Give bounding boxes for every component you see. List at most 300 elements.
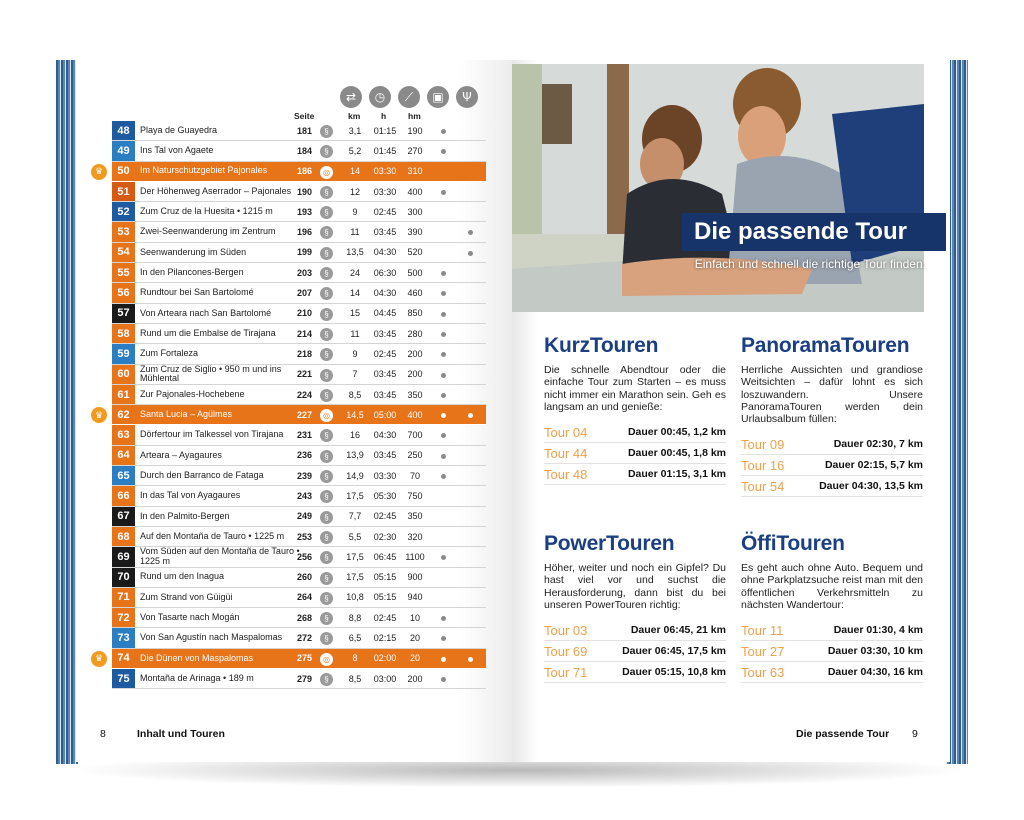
tour-duration: 03:45	[373, 450, 397, 461]
tour-title: Playa de Guayedra	[140, 124, 218, 135]
tour-distance: 8,5	[348, 673, 362, 684]
section-title: PowerTouren	[544, 532, 675, 555]
tour-number-badge: 54	[112, 243, 135, 262]
table-row[interactable]	[112, 425, 486, 445]
tour-number-badge: 70	[112, 568, 135, 587]
tour-number-badge: 48	[112, 121, 135, 140]
tour-title: Der Höhenweg Aserrador – Pajonales	[140, 185, 292, 196]
tour-link[interactable]: Tour 54	[741, 479, 785, 495]
tour-duration: 03:30	[373, 470, 397, 481]
tour-duration: 04:30	[373, 430, 397, 441]
bus-dot	[441, 332, 446, 337]
section-text: Herrliche Aussichten und grandiose Weitsichten – dafür lohnt es sich loszuwandern. Unsere PanoramaTouren werden dein Urlaubsalbum füllen:	[741, 364, 923, 426]
difficulty-icon: §	[320, 206, 333, 219]
section-panoramatouren	[741, 334, 923, 497]
bus-dot	[441, 271, 446, 276]
section-title: KurzTouren	[544, 334, 659, 357]
tour-title: Rund um die Embalse de Tirajana	[140, 327, 276, 338]
tour-duration: 05:15	[373, 592, 397, 603]
banner-title: Die passende Tour	[682, 213, 946, 251]
difficulty-icon: §	[320, 490, 333, 503]
table-row[interactable]	[112, 324, 486, 344]
tour-duration: Dauer 06:45, 17,5 km	[622, 645, 726, 658]
tour-title: Zur Pajonales-Hochebene	[140, 388, 245, 399]
table-row[interactable]	[112, 588, 486, 608]
tour-page: 186	[296, 166, 312, 177]
table-row[interactable]	[112, 507, 486, 527]
tour-title: Santa Lucia – Agülmes	[140, 409, 233, 420]
tour-row	[741, 662, 923, 683]
difficulty-icon: §	[320, 572, 333, 585]
tour-title: Von Arteara nach San Bartolomé	[140, 307, 272, 318]
tour-duration: 03:30	[373, 166, 397, 177]
difficulty-icon: §	[320, 287, 333, 300]
tour-page: 214	[296, 328, 312, 339]
left-footer-title: Inhalt und Touren	[137, 728, 225, 740]
tour-duration: 03:45	[373, 328, 397, 339]
tour-page: 239	[296, 470, 312, 481]
table-row[interactable]	[94, 162, 486, 182]
tour-title: Zwei-Seenwanderung im Zentrum	[140, 226, 276, 237]
difficulty-icon: §	[320, 186, 333, 199]
tour-elevation: 940	[407, 592, 423, 603]
restaurant-dot	[468, 413, 473, 418]
tour-page: 207	[296, 288, 312, 299]
table-row[interactable]	[94, 649, 486, 669]
difficulty-icon: §	[320, 267, 333, 280]
tour-page: 260	[296, 572, 312, 583]
table-row[interactable]	[112, 202, 486, 222]
tour-number-badge: 71	[112, 588, 135, 607]
bus-dot	[441, 474, 446, 479]
tour-elevation: 320	[407, 531, 423, 542]
bus-icon: ▣	[427, 86, 449, 108]
tour-number-badge: 64	[112, 446, 135, 465]
bus-dot	[441, 393, 446, 398]
difficulty-icon: §	[320, 531, 333, 544]
table-row[interactable]	[112, 141, 486, 161]
table-row[interactable]	[112, 527, 486, 547]
difficulty-icon: §	[320, 429, 333, 442]
tour-number-badge: 51	[112, 182, 135, 201]
tour-page: 249	[296, 511, 312, 522]
tour-duration: Dauer 01:15, 3,1 km	[627, 468, 726, 481]
tour-number-badge: 57	[112, 304, 135, 323]
tour-duration: 04:45	[373, 308, 397, 319]
bus-dot	[441, 433, 446, 438]
table-row[interactable]	[112, 466, 486, 486]
tour-link[interactable]: Tour 04	[544, 425, 588, 441]
tour-duration: 02:45	[373, 511, 397, 522]
table-row[interactable]	[112, 243, 486, 263]
difficulty-icon: ◎	[320, 409, 333, 422]
table-row[interactable]	[112, 344, 486, 364]
tour-row	[544, 620, 726, 641]
tour-link[interactable]: Tour 44	[544, 446, 588, 462]
tour-link[interactable]: Tour 48	[544, 467, 588, 483]
tour-row	[741, 434, 923, 455]
tour-page: 272	[296, 633, 312, 644]
tour-distance: 17,5	[346, 551, 364, 562]
tour-row	[741, 455, 923, 476]
slope-icon: ⟋	[398, 86, 420, 108]
tour-duration: 02:45	[373, 206, 397, 217]
bus-dot	[441, 129, 446, 134]
tour-title: Von Tasarte nach Mogán	[140, 612, 240, 623]
tour-distance: 14	[349, 166, 360, 177]
tour-elevation: 350	[407, 511, 423, 522]
tour-page: 199	[296, 247, 312, 258]
difficulty-icon: ◎	[320, 166, 333, 179]
signpost-icon: ⇄	[340, 86, 362, 108]
tour-number-badge: 65	[112, 466, 135, 485]
difficulty-icon: §	[320, 226, 333, 239]
tour-elevation: 200	[407, 673, 423, 684]
tour-number-badge: 59	[112, 344, 135, 363]
tour-row	[544, 662, 726, 683]
right-footer-title: Die passende Tour	[796, 728, 890, 740]
tour-title: Zum Strand von Güigüi	[140, 591, 233, 602]
tour-elevation: 460	[407, 288, 423, 299]
tour-elevation: 280	[407, 328, 423, 339]
restaurant-icon: Ψ	[456, 86, 478, 108]
difficulty-icon: §	[320, 450, 333, 463]
tour-page: 236	[296, 450, 312, 461]
tour-row	[741, 620, 923, 641]
tour-row	[741, 476, 923, 497]
tour-duration: 02:00	[373, 653, 397, 664]
tour-duration: Dauer 04:30, 13,5 km	[819, 480, 923, 493]
tour-duration: Dauer 01:30, 4 km	[833, 624, 923, 637]
tour-page: 227	[296, 409, 312, 420]
tour-distance: 12	[349, 186, 360, 197]
bus-dot	[441, 636, 446, 641]
bus-dot	[441, 454, 446, 459]
tour-elevation: 400	[407, 186, 423, 197]
tour-page: 221	[296, 369, 312, 380]
crown-icon: ♛	[91, 651, 107, 667]
tour-distance: 9	[352, 348, 358, 359]
bus-dot	[441, 657, 446, 662]
tour-duration: 02:45	[373, 612, 397, 623]
tour-duration: 03:45	[373, 389, 397, 400]
tour-distance: 7	[352, 369, 358, 380]
tour-title: Rund um den Inagua	[140, 571, 225, 582]
tour-duration: Dauer 00:45, 1,2 km	[627, 426, 726, 439]
tour-number-badge: 62	[117, 408, 130, 421]
tour-elevation: 1100	[405, 551, 425, 562]
crown-icon: ♛	[91, 164, 107, 180]
tour-distance: 13,5	[346, 247, 364, 258]
tour-number-badge: 73	[112, 628, 135, 647]
tour-elevation: 20	[409, 633, 420, 644]
tour-elevation: 850	[407, 308, 423, 319]
table-row[interactable]	[112, 222, 486, 242]
tour-distance: 6,5	[348, 633, 362, 644]
tour-title: In das Tal von Ayagaures	[140, 490, 241, 501]
tour-duration: 04:30	[373, 247, 397, 258]
restaurant-dot	[468, 230, 473, 235]
table-row[interactable]	[112, 385, 486, 405]
right-footer-page-number: 9	[912, 728, 918, 740]
section-oeffitouren	[741, 532, 923, 683]
tour-distance: 14,9	[346, 470, 364, 481]
tour-distance: 9	[352, 206, 358, 217]
tour-distance: 17,5	[346, 490, 364, 501]
tour-link[interactable]: Tour 71	[544, 665, 588, 681]
tour-page: 181	[296, 125, 312, 136]
table-row[interactable]	[112, 628, 486, 648]
book-edge-left	[56, 60, 78, 764]
tour-table	[94, 121, 486, 689]
tour-duration: 05:30	[373, 490, 397, 501]
tour-elevation: 500	[407, 267, 423, 278]
tour-duration: 01:15	[373, 125, 397, 136]
tour-title: Zum Fortaleza	[140, 348, 199, 359]
tour-number-badge: 66	[112, 486, 135, 505]
tour-row	[544, 422, 726, 443]
tour-number-badge: 74	[117, 652, 130, 665]
table-row[interactable]	[112, 486, 486, 506]
tour-duration: 05:00	[373, 409, 397, 420]
tour-title: Seenwanderung im Süden	[140, 246, 247, 257]
tour-distance: 11	[350, 328, 360, 339]
tour-elevation: 10	[409, 612, 420, 623]
tour-distance: 15	[349, 308, 360, 319]
tour-number-badge: 52	[112, 202, 135, 221]
tour-page: 203	[296, 267, 312, 278]
tour-elevation: 200	[407, 348, 423, 359]
tour-elevation: 400	[407, 409, 423, 420]
tour-title: In den Palmito-Bergen	[140, 510, 230, 521]
tour-title: Dörfertour im Talkessel von Tirajana	[140, 429, 284, 440]
table-row[interactable]	[112, 182, 486, 202]
tour-elevation: 390	[407, 227, 423, 238]
col-header-km: km	[348, 111, 361, 121]
header-icons	[340, 86, 478, 108]
tour-duration: 05:15	[373, 572, 397, 583]
tour-duration: 02:30	[373, 531, 397, 542]
difficulty-icon: §	[320, 612, 333, 625]
tour-link[interactable]: Tour 03	[544, 623, 588, 639]
tour-duration: 03:30	[373, 186, 397, 197]
tour-number-badge: 58	[112, 324, 135, 343]
crown-icon: ♛	[91, 407, 107, 423]
bus-dot	[441, 677, 446, 682]
tour-duration: 01:45	[373, 145, 397, 156]
difficulty-icon: §	[320, 125, 333, 138]
bus-dot	[441, 291, 446, 296]
tour-duration: 02:45	[373, 348, 397, 359]
tour-distance: 11	[350, 227, 360, 238]
tour-number-badge: 63	[112, 425, 135, 444]
tour-distance: 14,5	[346, 409, 364, 420]
tour-elevation: 300	[407, 206, 423, 217]
table-row[interactable]	[94, 405, 486, 425]
tour-duration: 03:45	[373, 227, 397, 238]
tour-number-badge: 60	[112, 365, 135, 384]
tour-link[interactable]: Tour 69	[544, 644, 588, 660]
tour-duration: Dauer 06:45, 21 km	[630, 624, 726, 637]
tour-distance: 8,8	[348, 612, 362, 623]
tour-page: 253	[296, 531, 312, 542]
tour-distance: 5,2	[348, 145, 362, 156]
difficulty-icon: §	[320, 389, 333, 402]
tour-number-badge: 49	[112, 141, 135, 160]
tour-distance: 8	[352, 653, 358, 664]
section-text: Es geht auch ohne Auto. Bequem und ohne Parkplatzsuche reist man mit den öffentlichen Verkehrsmitteln zu nächsten Wandertour:	[741, 562, 923, 611]
table-row[interactable]	[112, 121, 486, 141]
tour-title: Ins Tal von Agaete	[140, 145, 214, 156]
table-row[interactable]	[112, 365, 486, 385]
tour-page: 196	[296, 227, 312, 238]
tour-link[interactable]: Tour 09	[741, 437, 785, 453]
tour-number-badge: 53	[112, 222, 135, 241]
tour-distance: 13,9	[346, 450, 364, 461]
difficulty-icon: §	[320, 592, 333, 605]
tour-duration: 03:00	[373, 673, 397, 684]
tour-page: 268	[296, 612, 312, 623]
banner-subtitle: Einfach und schnell die richtige Tour finden.	[694, 257, 926, 271]
table-row[interactable]	[112, 608, 486, 628]
difficulty-icon: §	[320, 308, 333, 321]
tour-page: 210	[296, 308, 312, 319]
tour-distance: 14	[349, 288, 360, 299]
tour-distance: 7,7	[348, 511, 362, 522]
section-text: Die schnelle Abendtour oder die einfache Tour zum Starten – es muss nicht immer ein Marathon sein. Geh es langsam an und genieße:	[544, 364, 726, 413]
tour-title: Auf den Montaña de Tauro • 1225 m	[140, 530, 285, 541]
difficulty-icon: ◎	[320, 653, 333, 666]
table-row[interactable]	[112, 669, 486, 689]
tour-elevation: 200	[407, 369, 423, 380]
tour-number-badge: 75	[112, 669, 135, 688]
bus-dot	[441, 190, 446, 195]
tour-link[interactable]: Tour 27	[741, 644, 785, 660]
tour-elevation: 190	[407, 125, 423, 136]
difficulty-icon: §	[320, 511, 333, 524]
bus-dot	[441, 312, 446, 317]
section-title: PanoramaTouren	[741, 334, 910, 357]
tour-distance: 17,5	[346, 572, 364, 583]
tour-title: Zum Cruz de la Huesita • 1215 m	[140, 206, 273, 217]
hikers-photo	[512, 64, 924, 312]
tour-elevation: 350	[407, 389, 423, 400]
tour-duration: Dauer 03:30, 10 km	[827, 645, 923, 658]
difficulty-icon: §	[320, 369, 333, 382]
tour-elevation: 250	[407, 450, 423, 461]
table-row[interactable]	[112, 446, 486, 466]
tour-link[interactable]: Tour 63	[741, 665, 785, 681]
col-header-hm: hm	[408, 111, 421, 121]
tour-distance: 16	[349, 430, 360, 441]
bus-dot	[441, 413, 446, 418]
tour-duration: Dauer 04:30, 16 km	[827, 666, 923, 679]
bus-dot	[441, 555, 446, 560]
tour-row	[741, 641, 923, 662]
left-footer-page-number: 8	[100, 728, 106, 740]
tour-title: Die Dünen von Maspalomas	[140, 652, 254, 663]
section-title: ÖffiTouren	[741, 532, 845, 555]
difficulty-icon: §	[320, 470, 333, 483]
table-row[interactable]	[112, 304, 486, 324]
section-kurztouren	[544, 334, 726, 485]
section-powertouren	[544, 532, 726, 683]
tour-page: 279	[296, 673, 312, 684]
tour-duration: Dauer 02:30, 7 km	[833, 438, 923, 451]
tour-elevation: 750	[407, 490, 423, 501]
tour-distance: 8,5	[348, 389, 362, 400]
tour-duration: 03:45	[373, 369, 397, 380]
tour-number-badge: 68	[112, 527, 135, 546]
tour-link[interactable]: Tour 11	[741, 623, 784, 639]
col-header-h: h	[381, 111, 387, 121]
tour-page: 243	[296, 490, 312, 501]
tour-page: 231	[296, 430, 312, 441]
tour-number-badge: 61	[112, 385, 135, 404]
difficulty-icon: §	[320, 551, 333, 564]
tour-duration: Dauer 05:15, 10,8 km	[622, 666, 726, 679]
tour-distance: 5,5	[348, 531, 362, 542]
difficulty-icon: §	[320, 348, 333, 361]
tour-number-badge: 67	[112, 507, 135, 526]
restaurant-dot	[468, 251, 473, 256]
clock-icon: ◷	[369, 86, 391, 108]
bus-dot	[441, 149, 446, 154]
tour-elevation: 700	[407, 430, 423, 441]
difficulty-icon: §	[320, 145, 333, 158]
tour-distance: 3,1	[348, 125, 362, 136]
col-header-page: Seite	[294, 111, 315, 121]
tour-link[interactable]: Tour 16	[741, 458, 785, 474]
bus-dot	[441, 373, 446, 378]
tour-elevation: 270	[407, 145, 423, 156]
tour-page: 218	[296, 348, 312, 359]
bus-dot	[441, 352, 446, 357]
difficulty-icon: §	[320, 632, 333, 645]
restaurant-dot	[468, 657, 473, 662]
tour-title: Durch den Barranco de Fataga	[140, 469, 264, 480]
tour-row	[544, 641, 726, 662]
tour-page: 193	[296, 206, 312, 217]
tour-page: 256	[296, 551, 312, 562]
tour-elevation: 310	[407, 166, 423, 177]
tour-duration: 06:45	[373, 551, 397, 562]
tour-title: Montaña de Arinaga • 189 m	[140, 672, 254, 683]
tour-row	[544, 443, 726, 464]
tour-title: Rundtour bei San Bartolomé	[140, 287, 254, 298]
tour-number-badge: 50	[117, 165, 130, 178]
table-row[interactable]	[112, 263, 486, 283]
tour-title: Von San Agustín nach Maspalomas	[140, 632, 283, 643]
tour-title: Arteara – Ayagaures	[140, 449, 222, 460]
tour-number-badge: 56	[112, 283, 135, 302]
difficulty-icon: §	[320, 673, 333, 686]
tour-title: Im Naturschutzgebiet Pajonales	[140, 165, 268, 176]
tour-duration: Dauer 00:45, 1,8 km	[627, 447, 726, 460]
tour-elevation: 20	[409, 653, 420, 664]
tour-title: In den Pilancones-Bergen	[140, 266, 244, 277]
table-row[interactable]	[112, 547, 486, 567]
tour-row	[544, 464, 726, 485]
tour-page: 184	[296, 145, 312, 156]
tour-number-badge: 72	[112, 608, 135, 627]
tour-duration: Dauer 02:15, 5,7 km	[824, 459, 923, 472]
difficulty-icon: §	[320, 247, 333, 260]
tour-duration: 04:30	[373, 288, 397, 299]
table-row[interactable]	[112, 283, 486, 303]
tour-distance: 10,8	[346, 592, 364, 603]
table-row[interactable]	[112, 568, 486, 588]
